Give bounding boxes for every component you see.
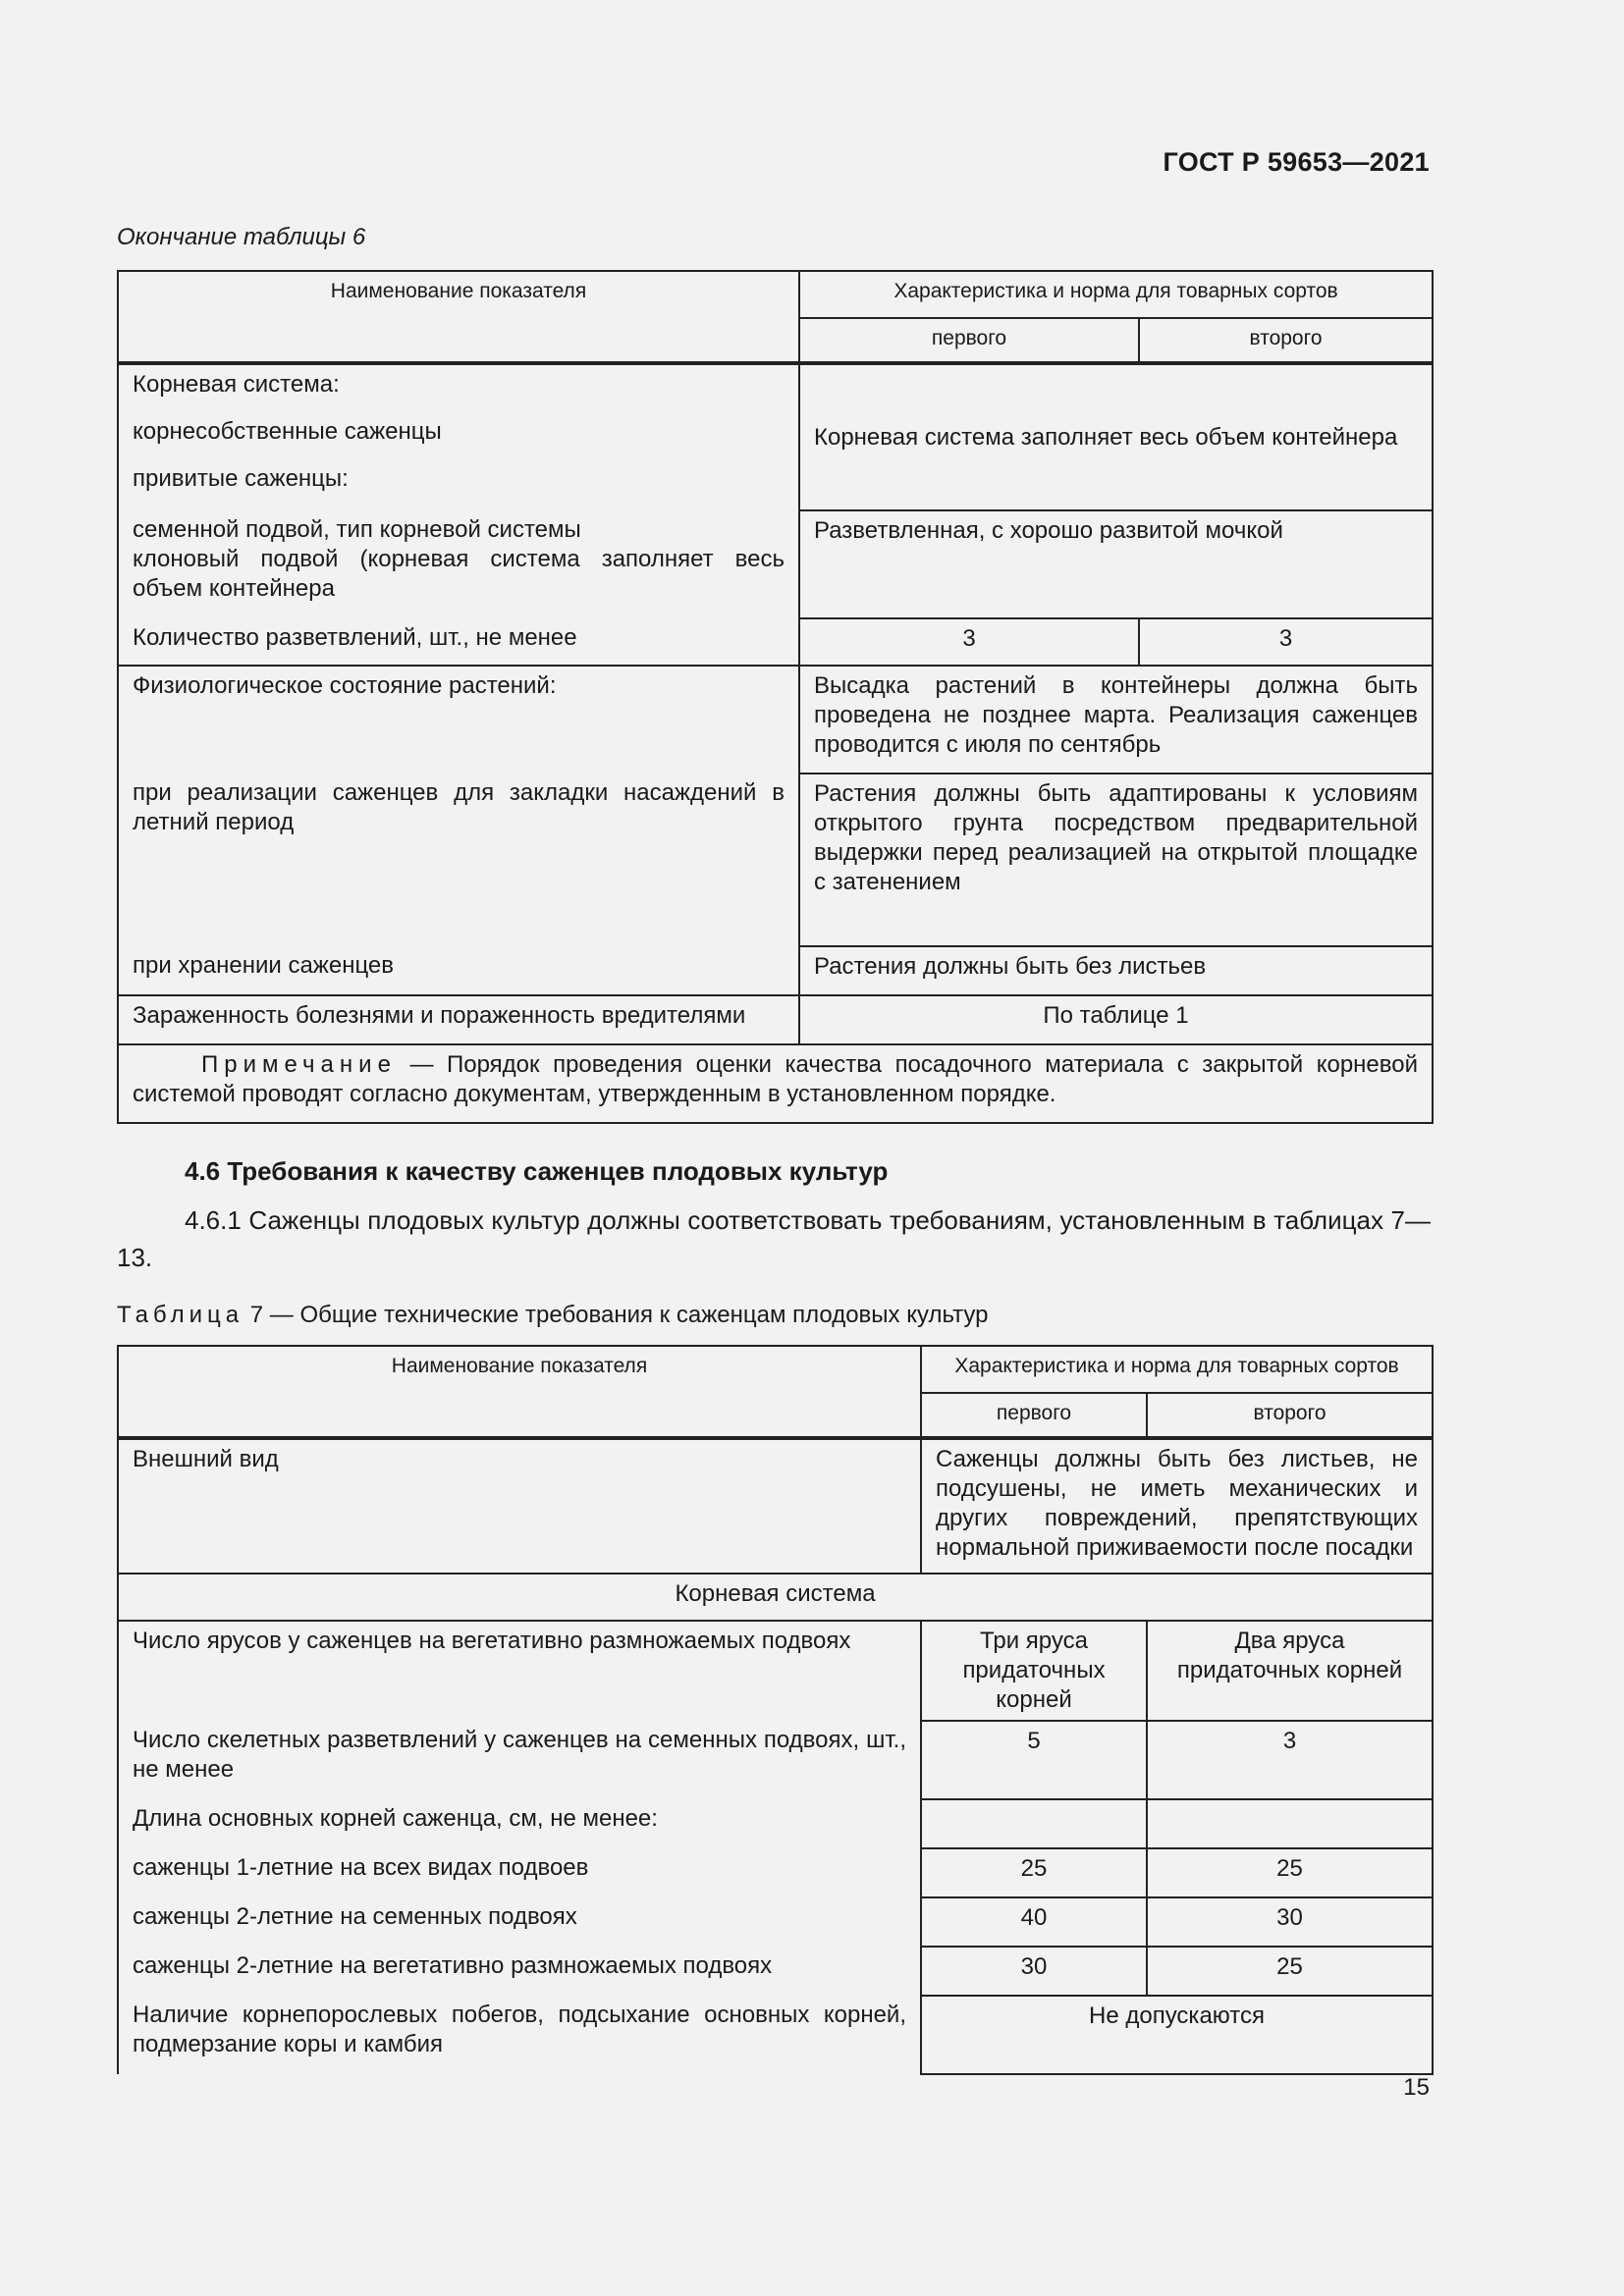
table6-header-second: второго <box>1139 318 1433 363</box>
table7-header-second: второго <box>1147 1393 1433 1438</box>
section-title: 4.6 Требования к качеству саженцев плодовых культур <box>185 1156 889 1186</box>
table6-header-first: первого <box>799 318 1139 363</box>
table6-continuation-caption: Окончание таблицы 6 <box>117 224 366 250</box>
row-clonal-rootstock: клоновый подвой (корневая система заполняет весь объем контейнера <box>133 546 785 602</box>
row-root-system-heading: Корневая система <box>118 1574 1433 1621</box>
row-shoots: Наличие корнепорослевых побегов, подсыхание основных корней, подмерзание коры и камбия <box>118 1996 921 2074</box>
cell-branch-second: 3 <box>1139 618 1433 666</box>
row-disease: Зараженность болезнями и пораженность вредителями <box>118 995 799 1044</box>
section-paragraph: 4.6.1 Саженцы плодовых культур должны соответствовать требованиям, установленным в таблицах 7—13. <box>117 1205 1431 1272</box>
cell-tiers-second: Два яруса придаточных корней <box>1147 1621 1433 1721</box>
table6-header-name: Наименование показателя <box>118 271 799 363</box>
row-own-root: корнесобственные саженцы <box>133 418 442 445</box>
table7-header-name: Наименование показателя <box>118 1346 921 1438</box>
document-code: ГОСТ Р 59653—2021 <box>1163 147 1430 177</box>
cell-disease-value: По таблице 1 <box>799 995 1433 1044</box>
table6-note <box>118 1044 1433 1123</box>
cell-len-2yr-veg-first: 30 <box>921 1947 1147 1996</box>
row-seed-rootstock: семенной подвой, тип корневой системы <box>133 516 581 543</box>
cell-len-1yr-first: 25 <box>921 1848 1147 1897</box>
cell-len-1yr-second: 25 <box>1147 1848 1433 1897</box>
row-storage: при хранении саженцев <box>118 946 799 995</box>
cell-appearance-value: Саженцы должны быть без листьев, не подсушены, не иметь механических и других повреждений, препятствующих нормальной приживаемости после посадки <box>921 1438 1433 1574</box>
row-skeletal: Число скелетных разветвлений у саженцев на семенных подвоях, шт., не менее <box>118 1721 921 1799</box>
note-label: Примечание <box>201 1051 397 1078</box>
table6-header-norm: Характеристика и норма для товарных сортов <box>799 271 1433 318</box>
row-physio: Физиологическое состояние растений: <box>118 666 799 774</box>
cell-branched: Разветвленная, с хорошо развитой мочкой <box>799 510 1433 618</box>
cell-len-2yr-seed-second: 30 <box>1147 1897 1433 1947</box>
row-tiers: Число ярусов у саженцев на вегетативно размножаемых подвоях <box>118 1621 921 1721</box>
row-summer-sale: при реализации саженцев для закладки насаждений в летний период <box>118 774 799 946</box>
cell-skeletal-first: 5 <box>921 1721 1147 1799</box>
table6-rootstock-cell <box>118 510 799 618</box>
table7-caption-text: 7 — Общие технические требования к саженцам плодовых культур <box>244 1302 989 1328</box>
row-len-2yr-veg: саженцы 2-летние на вегетативно размножаемых подвоях <box>118 1947 921 1996</box>
cell-skeletal-second: 3 <box>1147 1721 1433 1799</box>
cell-root-length-first <box>921 1799 1147 1848</box>
row-branch-count: Количество разветвлений, шт., не менее <box>118 618 799 666</box>
table7-caption-label: Таблица <box>117 1302 244 1328</box>
row-len-1yr: саженцы 1-летние на всех видах подвоев <box>118 1848 921 1897</box>
cell-len-2yr-seed-first: 40 <box>921 1897 1147 1947</box>
cell-storage-value: Растения должны быть без листьев <box>799 946 1433 995</box>
cell-tiers-first: Три яруса придаточных корней <box>921 1621 1147 1721</box>
table7-header-first: первого <box>921 1393 1147 1438</box>
row-len-2yr-seed: саженцы 2-летние на семенных подвоях <box>118 1897 921 1947</box>
row-root-system: Корневая система: <box>133 371 340 398</box>
cell-shoots-value: Не допускаются <box>921 1996 1433 2074</box>
cell-len-2yr-veg-second: 25 <box>1147 1947 1433 1996</box>
row-root-length: Длина основных корней саженца, см, не менее: <box>118 1799 921 1848</box>
table7-caption <box>117 1302 988 1329</box>
table7 <box>117 1345 1434 2075</box>
table6-root-system-cell <box>118 363 799 510</box>
note-text: — Порядок проведения оценки качества посадочного материала с закрытой корневой системой проводят согласно документам, утвержденным в установленном порядке. <box>133 1051 1419 1107</box>
cell-root-length-second <box>1147 1799 1433 1848</box>
cell-physio-value: Высадка растений в контейнеры должна быть проведена не позднее марта. Реализация саженцев проводится с июля по сентябрь <box>799 666 1433 774</box>
cell-fills-container: Корневая система заполняет весь объем контейнера <box>799 363 1433 510</box>
table7-header-norm: Характеристика и норма для товарных сортов <box>921 1346 1433 1393</box>
cell-branch-first: 3 <box>799 618 1139 666</box>
table6 <box>117 270 1434 1124</box>
page-number: 15 <box>1403 2074 1430 2101</box>
row-appearance: Внешний вид <box>118 1438 921 1574</box>
cell-summer-value: Растения должны быть адаптированы к условиям открытого грунта посредством предварительной выдержки перед реализацией на открытой площадке с затенением <box>799 774 1433 946</box>
row-grafted: привитые саженцы: <box>133 465 349 492</box>
